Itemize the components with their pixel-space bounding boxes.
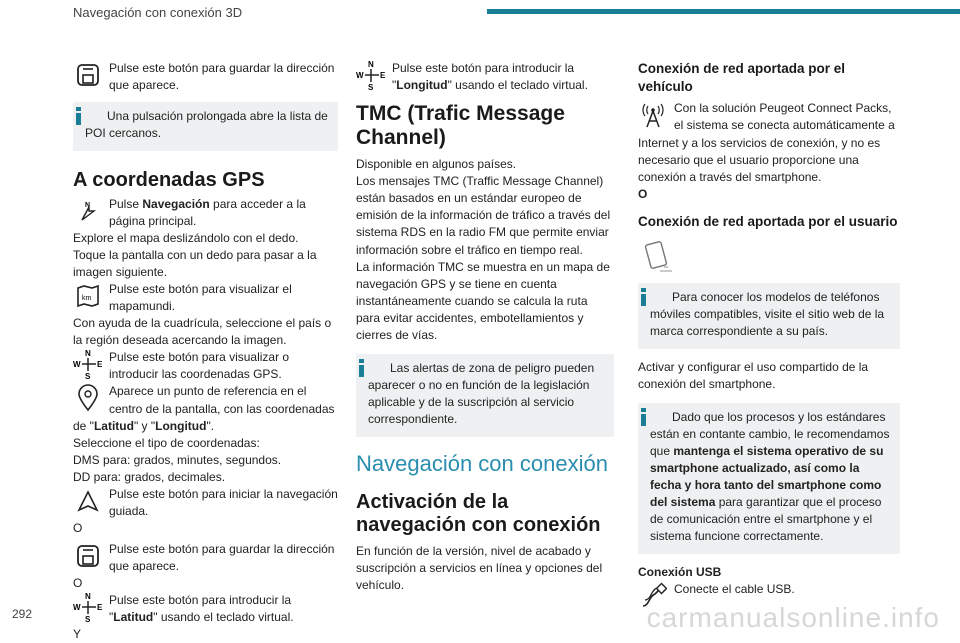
info-marker-icon bbox=[641, 288, 646, 306]
or-text: O bbox=[73, 520, 83, 535]
svg-text:N: N bbox=[368, 60, 374, 69]
point-text: Aparece un punto de referencia en el centro de la pantalla, con las coordenadas de "Latitud" y "Longitud". bbox=[73, 384, 335, 433]
column-3 bbox=[638, 60, 900, 613]
vehicle-network-heading: Conexión de red aportada por el vehículo bbox=[638, 61, 846, 95]
world-text: Pulse este botón para visualizar el mapamundi. bbox=[109, 282, 292, 314]
start-nav-text: Pulse este botón para iniciar la navegación guiada. bbox=[109, 486, 338, 518]
grid-text: Con ayuda de la cuadrícula, seleccione el país o la región deseada acercando la imagen. bbox=[73, 316, 332, 348]
usb-text: Conecte el cable USB. bbox=[674, 582, 795, 597]
svg-text:N: N bbox=[85, 349, 91, 359]
info-marker-icon bbox=[76, 107, 81, 125]
save-text: Pulse este botón para guardar la dirección que aparece. bbox=[109, 61, 335, 93]
location-pin-icon bbox=[73, 383, 103, 413]
navigation-arrow-icon bbox=[73, 486, 103, 516]
update-tip-text: Dado que los procesos y los estándares están en contante cambio, le recomendamos que mantenga el sistema operativo de su smartphone actualizado, así como la fecha y hora tanto del smartphone como del sistema para garantizar que el proceso de comunicación entre el smartphone y el sistema funcione correctamente. bbox=[650, 410, 890, 544]
phones-tip-text: Para conocer los modelos de teléfonos móviles compatibles, visite el sitio web de la marca correspondiente a su país. bbox=[650, 289, 885, 338]
tmc-map-info: La información TMC se muestra en un mapa de navegación GPS y se tiene en cuenta instantáneamente cuando se calcula la ruta para evitar accidentes, embotellamientos y cierres de vías. bbox=[356, 259, 610, 342]
poi-tip-text: Una pulsación prolongada abre la lista de POI cercanos. bbox=[85, 109, 328, 141]
antenna-icon bbox=[638, 100, 668, 130]
svg-text:W: W bbox=[356, 71, 364, 80]
tmc-tip-text: Las alertas de zona de peligro pueden aparecer o no en función de la legislación aplicable y de la suscripción al servicio correspondiente. bbox=[368, 360, 595, 426]
svg-text:W: W bbox=[73, 602, 81, 612]
save-icon bbox=[73, 60, 103, 90]
column-2 bbox=[356, 60, 614, 594]
svg-text:W: W bbox=[73, 360, 81, 370]
svg-text:S: S bbox=[85, 614, 91, 623]
compass-rose-icon bbox=[356, 60, 386, 90]
coords-text: Pulse este botón para visualizar o introducir las coordenadas GPS. bbox=[109, 350, 290, 382]
latitude-item bbox=[73, 592, 338, 626]
vehicle-network-text: Con la solución Peugeot Connect Packs, el sistema se conecta automáticamente a Internet y a los servicios de conexión, y no es necesario que el usuario proporcione una conexión a través del smartphone. bbox=[638, 101, 895, 184]
section-title: Navegación con conexión bbox=[356, 450, 608, 476]
tmc-heading: TMC (Trafic Message Channel) bbox=[356, 102, 565, 150]
point-item bbox=[73, 383, 338, 434]
running-header: Navegación con conexión 3D bbox=[73, 5, 243, 20]
save-address-item bbox=[73, 60, 338, 94]
world-map-icon bbox=[73, 281, 103, 311]
dd-text: DD para: grados, decimales. bbox=[73, 469, 226, 484]
navigation-arrow-icon bbox=[73, 196, 103, 226]
touch-text: Toque la pantalla con un dedo para pasar a la imagen siguiente. bbox=[73, 248, 317, 280]
compass-rose-icon bbox=[73, 592, 103, 622]
phones-tip bbox=[638, 283, 900, 349]
svg-text:E: E bbox=[380, 71, 386, 80]
update-tip bbox=[638, 403, 900, 554]
svg-text:N: N bbox=[85, 591, 91, 601]
longitude-item bbox=[356, 60, 614, 94]
activation-heading: Activación de la navegación con conexión bbox=[356, 491, 601, 537]
gps-heading: A coordenadas GPS bbox=[73, 169, 265, 192]
dms-text: DMS para: grados, minutes, segundos. bbox=[73, 452, 282, 467]
header-accent-bar bbox=[487, 9, 960, 14]
save-text-2: Pulse este botón para guardar la dirección que aparece. bbox=[109, 541, 335, 573]
or-text-3: O bbox=[638, 186, 648, 201]
tmc-tip bbox=[356, 354, 614, 437]
page-number: 292 bbox=[12, 607, 33, 621]
explore-text: Explore el mapa deslizándolo con el dedo. bbox=[73, 231, 299, 246]
poi-tip bbox=[73, 102, 338, 151]
longitude-text: Pulse este botón para introducir la "Longitud" usando el teclado virtual. bbox=[392, 61, 588, 93]
world-item bbox=[73, 281, 338, 315]
vehicle-network-item bbox=[638, 100, 900, 185]
info-marker-icon bbox=[641, 408, 646, 426]
smartphone-icon bbox=[638, 237, 678, 277]
start-nav-item bbox=[73, 486, 338, 520]
nav-item bbox=[73, 196, 338, 230]
svg-text:S: S bbox=[368, 83, 374, 91]
svg-text:km: km bbox=[82, 295, 92, 303]
svg-text:N: N bbox=[85, 202, 91, 210]
activation-text: En función de la versión, nivel de acabado y suscripción a servicios en línea y opciones del vehículo. bbox=[356, 544, 603, 593]
info-marker-icon bbox=[359, 359, 364, 377]
or-text-2: O bbox=[73, 575, 83, 590]
column-1 bbox=[73, 60, 338, 643]
save-icon bbox=[73, 541, 103, 571]
watermark: carmanualsonline.info bbox=[646, 602, 940, 633]
svg-text:E: E bbox=[97, 360, 103, 370]
tmc-description: Los mensajes TMC (Traffic Message Channel) están basados en un estándar europeo de emisión de la información de tráfico a través del sistema RDS en la radio FM que permite enviar información sobre el tráfico en tiempo real. bbox=[356, 174, 611, 257]
select-type-text: Seleccione el tipo de coordenadas: bbox=[73, 435, 260, 450]
save-address-item-2 bbox=[73, 541, 338, 575]
svg-text:S: S bbox=[85, 372, 91, 381]
nav-text: Pulse Navegación para acceder a la página principal. bbox=[109, 197, 306, 229]
and-text: Y bbox=[73, 626, 82, 641]
tmc-availability: Disponible en algunos países. bbox=[356, 157, 517, 172]
compass-rose-icon bbox=[73, 349, 103, 379]
usb-heading: Conexión USB bbox=[638, 565, 722, 580]
latitude-text: Pulse este botón para introducir la "Latitud" usando el teclado virtual. bbox=[109, 592, 294, 624]
activate-sharing-text: Activar y configurar el uso compartido de la conexión del smartphone. bbox=[638, 359, 869, 391]
coords-item bbox=[73, 349, 338, 383]
user-network-heading: Conexión de red aportada por el usuario bbox=[638, 213, 898, 229]
svg-text:E: E bbox=[97, 602, 103, 612]
